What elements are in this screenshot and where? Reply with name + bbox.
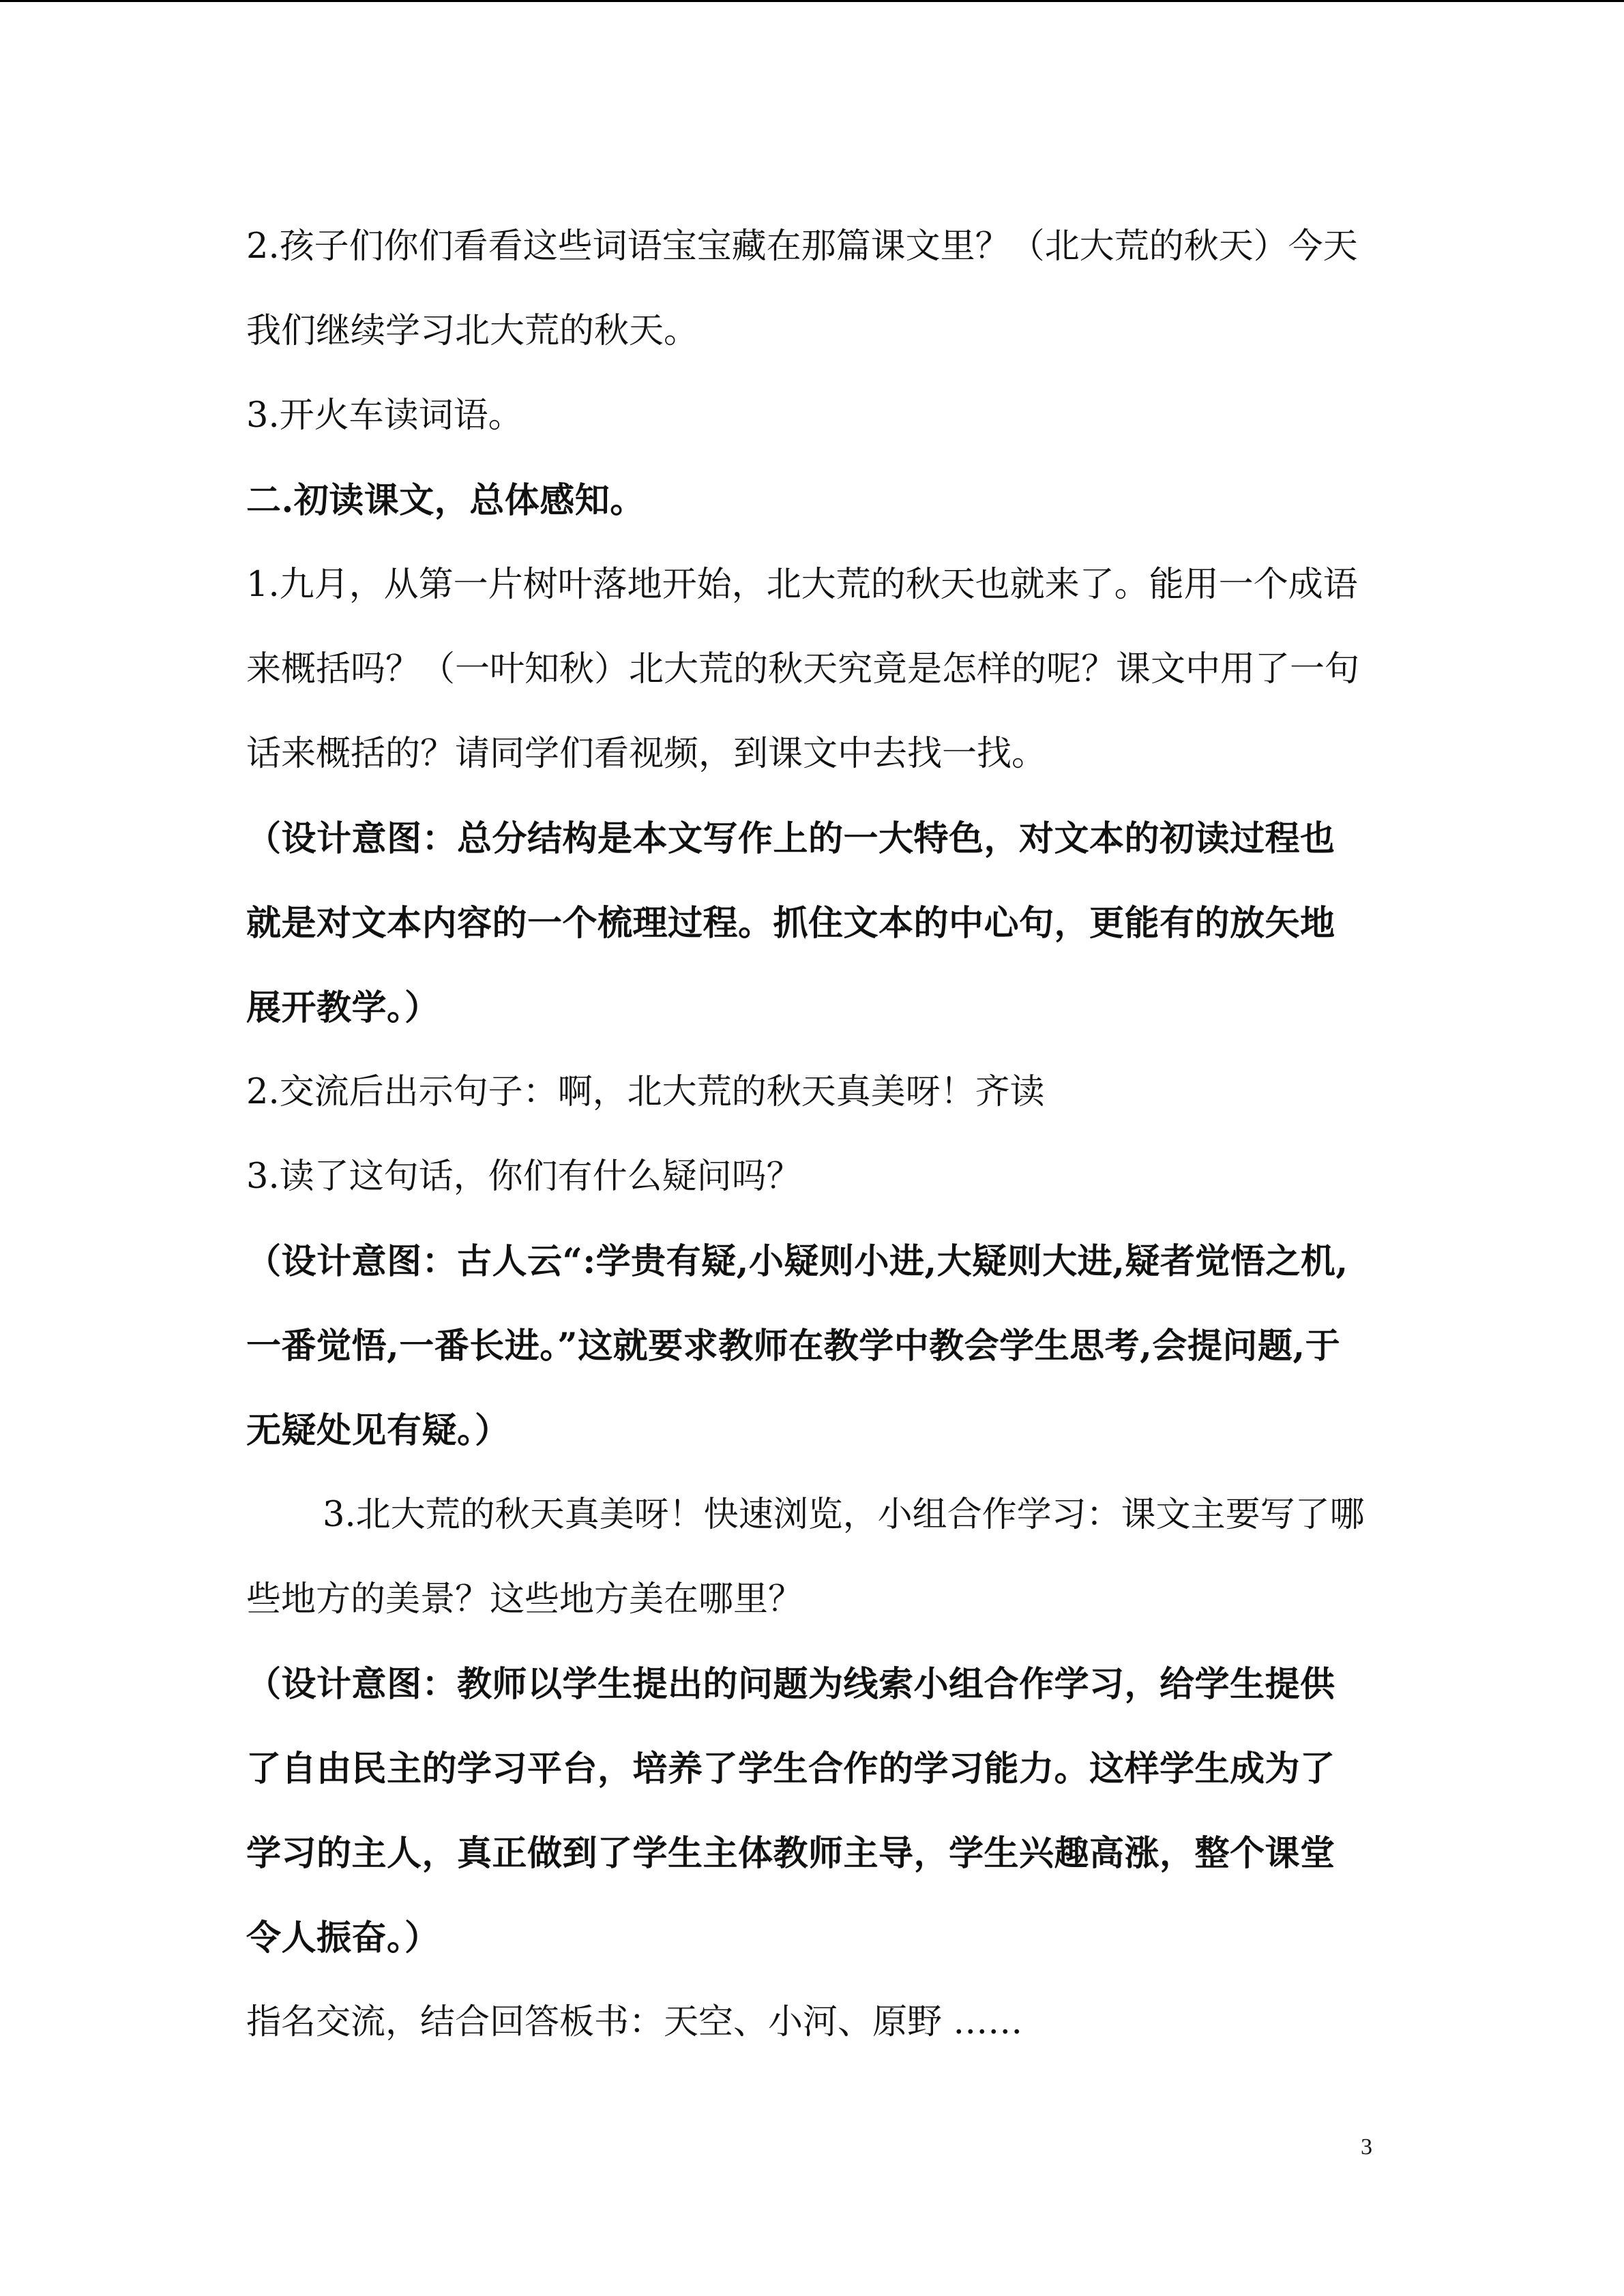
page-number: 3	[1361, 2134, 1372, 2160]
page-top-border	[0, 0, 1624, 2]
design-intent-2: （设计意图：古人云“:学贵有疑,小疑则小进,大疑则大进,疑者觉悟之机,一番觉悟,一番长进。”这就要求教师在教学中教会学生思考,会提问题,于无疑处见有疑。）	[246, 1241, 1348, 1451]
section-heading: 二.初读课文，总体感知。	[246, 480, 645, 521]
paragraph-1: 2.孩子们你们看看这些词语宝宝藏在那篇课文里？（北大荒的秋天）今天我们继续学习北大荒的秋天。	[246, 226, 1358, 351]
paragraph-6: 3.北大荒的秋天真美呀！快速浏览，小组合作学习：课文主要写了哪些地方的美景？这些地方美在哪里？	[246, 1495, 1365, 1620]
paragraph-3: 1.九月，从第一片树叶落地开始，北大荒的秋天也就来了。能用一个成语来概括吗？（一叶知秋）北大荒的秋天究竟是怎样的呢？课文中用了一句话来概括的？请同学们看视频，到课文中去找一找。	[246, 565, 1360, 774]
design-intent-3: （设计意图：教师以学生提出的问题为线索小组合作学习，给学生提供了自由民主的学习平台，培养了学生合作的学习能力。这样学生成为了学习的主人，真正做到了学生主体教师主导，学生兴趣高涨，整个课堂令人振奋。）	[246, 1664, 1335, 1958]
paragraph-2: 3.开火车读词语。	[246, 396, 523, 436]
design-intent-1: （设计意图：总分结构是本文写作上的一大特色，对文本的初读过程也就是对文本内容的一个梳理过程。抓住文本的中心句，更能有的放矢地展开教学。）	[246, 818, 1335, 1028]
document-body	[246, 205, 1365, 2065]
paragraph-5: 3.读了这句话，你们有什么疑问吗？	[246, 1157, 801, 1197]
paragraph-7: 指名交流，结合回答板书：天空、小河、原野 ……	[246, 2002, 1023, 2042]
paragraph-4: 2.交流后出示句子：啊，北大荒的秋天真美呀！齐读	[246, 1072, 1045, 1112]
